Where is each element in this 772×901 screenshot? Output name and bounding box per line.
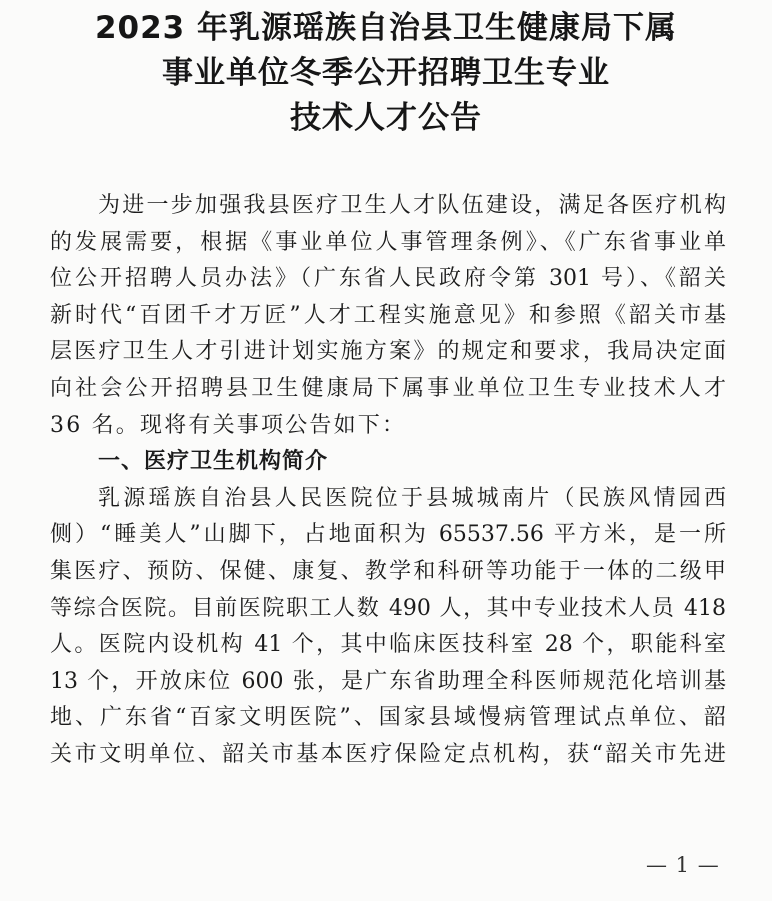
paragraph-2-line: 13 个，开放床位 600 张，是广东省助理全科医师规范化培训基 [50,668,726,694]
page-number: — 1 — [646,853,720,877]
paragraph-1-line: 36 名。现将有关事项公告如下： [50,412,407,438]
title-line-1: 2023 年乳源瑶族自治县卫生健康局下属 [94,10,678,46]
document-title [0,6,772,141]
paragraph-2-line: 集医疗、预防、保健、康复、教学和科研等功能于一体的二级甲 [50,558,726,584]
paragraph-2-line: 人。医院内设机构 41 个，其中临床医技科室 28 个，职能科室 [50,632,726,658]
document-body [50,188,726,774]
paragraph-2-line: 地、广东省“百家文明医院”、国家县域慢病管理试点单位、韶 [50,705,726,731]
paragraph-1-line: 的发展需要，根据《事业单位人事管理条例》、《广东省事业单 [50,229,726,255]
paragraph-2-line: 关市文明单位、韶关市基本医疗保险定点机构，获“韶关市先进 [50,741,726,767]
paragraph-1-line: 位公开招聘人员办法》（广东省人民政府令第 301 号）、《韶关 [50,266,726,292]
paragraph-2-line: 侧）“睡美人”山脚下，占地面积为 65537.56 平方米，是一所 [50,522,726,548]
section-heading: 一、医疗卫生机构简介 [98,449,329,475]
title-line-3: 技术人才公告 [290,100,482,136]
paragraph-2-line: 乳源瑶族自治县人民医院位于县城城南片（民族风情园西 [98,485,726,511]
paragraph-2-line: 等综合医院。目前医院职工人数 490 人，其中专业技术人员 418 [50,595,726,621]
paragraph-1-line: 层医疗卫生人才引进计划实施方案》的规定和要求，我局决定面 [50,339,726,365]
paragraph-1-line: 为进一步加强我县医疗卫生人才队伍建设，满足各医疗机构 [98,193,726,218]
title-line-2: 事业单位冬季公开招聘卫生专业 [162,55,610,91]
paragraph-1-line: 新时代“百团千才万匠”人才工程实施意见》和参照《韶关市基 [50,302,726,328]
paragraph-1-line: 向社会公开招聘县卫生健康局下属事业单位卫生专业技术人才 [50,375,726,401]
